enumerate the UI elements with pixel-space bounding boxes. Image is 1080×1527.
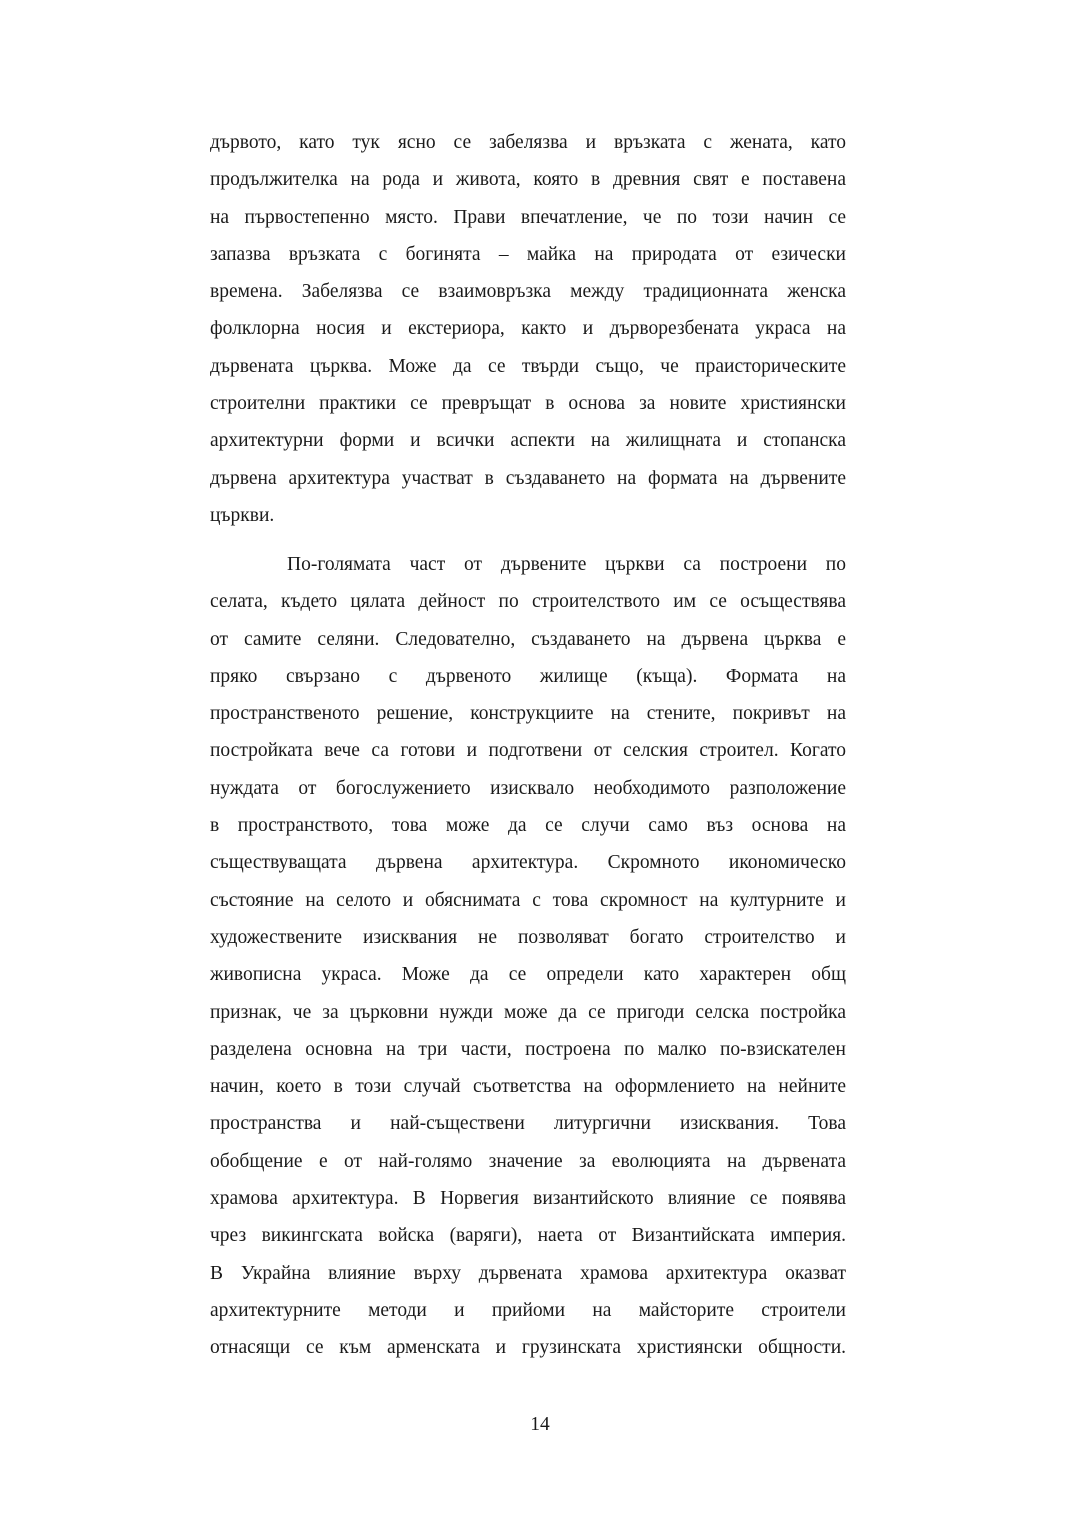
text-line: църкви. <box>210 504 275 526</box>
text-line: дървената църква. Може да се твърди също, че праисторическите <box>210 355 846 377</box>
text-line: продължителка на рода и живота, която в древния свят е поставена <box>210 169 846 191</box>
text-line: художествените изисквания не позволяват богато строителство и <box>210 926 846 948</box>
text-line: пряко свързано с дървеното жилище (къща). Формата на <box>210 665 846 687</box>
text-line: разделена основна на три части, построена по малко по-взискателен <box>210 1038 846 1060</box>
text-line: в пространството, това може да се случи само въз основа на <box>210 815 846 837</box>
text-line: храмова архитектура. В Норвегия византийското влияние се появява <box>210 1188 846 1210</box>
text-line: запазва връзката с богинята – майка на природата от езически <box>210 243 846 265</box>
text-line: архитектурните методи и прийоми на майсторите строители <box>210 1299 846 1321</box>
text-line: В Украйна влияние върху дървената храмова архитектура оказват <box>210 1262 846 1284</box>
paragraph-1 <box>210 124 846 534</box>
text-line: селата, където цялата дейност по строителството им се осъществява <box>210 591 846 613</box>
text-line: времена. Забелязва се взаимовръзка между традиционната женска <box>210 281 846 303</box>
text-line: строителни практики се превръщат в основа за новите християнски <box>210 393 846 415</box>
text-line: чрез викингската войска (варяги), наета от Византийската империя. <box>210 1225 846 1247</box>
text-line: признак, че за църковни нужди може да се пригоди селска постройка <box>210 1001 846 1023</box>
text-line: нуждата от богослужението изисквало необходимото разположение <box>210 777 846 799</box>
text-line: дървото, като тук ясно се забелязва и връзката с жената, като <box>210 132 846 153</box>
text-line: постройката вече са готови и подготвени от селския строител. Когато <box>210 740 846 762</box>
text-line: пространства и най-съществени литургични изисквания. Това <box>210 1113 846 1135</box>
text-line: съществуващата дървена архитектура. Скромното икономическо <box>210 852 846 874</box>
paragraph-2 <box>210 546 846 1367</box>
text-line: дървена архитектура участват в създаването на формата на дървените <box>210 467 846 489</box>
text-line: от самите селяни. Следователно, създаването на дървена църква е <box>210 628 846 650</box>
text-line: на първостепенно място. Прави впечатление, че по този начин се <box>210 206 846 228</box>
text-line: фолклорна носия и екстериора, както и дърворезбената украса на <box>210 318 846 340</box>
text-line: начин, което в този случай съответства на оформлението на нейните <box>210 1076 846 1098</box>
text-line: пространственото решение, конструкциите на стените, покривът на <box>210 703 846 725</box>
text-line: живописна украса. Може да се определи като характерен общ <box>210 964 846 986</box>
text-line: обобщение е от най-голямо значение за еволюцията на дървената <box>210 1150 846 1172</box>
text-line: отнасящи се към арменската и грузинската християнски общности. <box>210 1337 846 1359</box>
text-line: По-голямата част от дървените църкви са построени по <box>287 554 846 575</box>
text-line: състояние на селото и обяснимата с това скромност на културните и <box>210 889 846 911</box>
text-line: архитектурни форми и всички аспекти на жилищната и стопанска <box>210 430 846 452</box>
page-number: 14 <box>530 1414 550 1435</box>
